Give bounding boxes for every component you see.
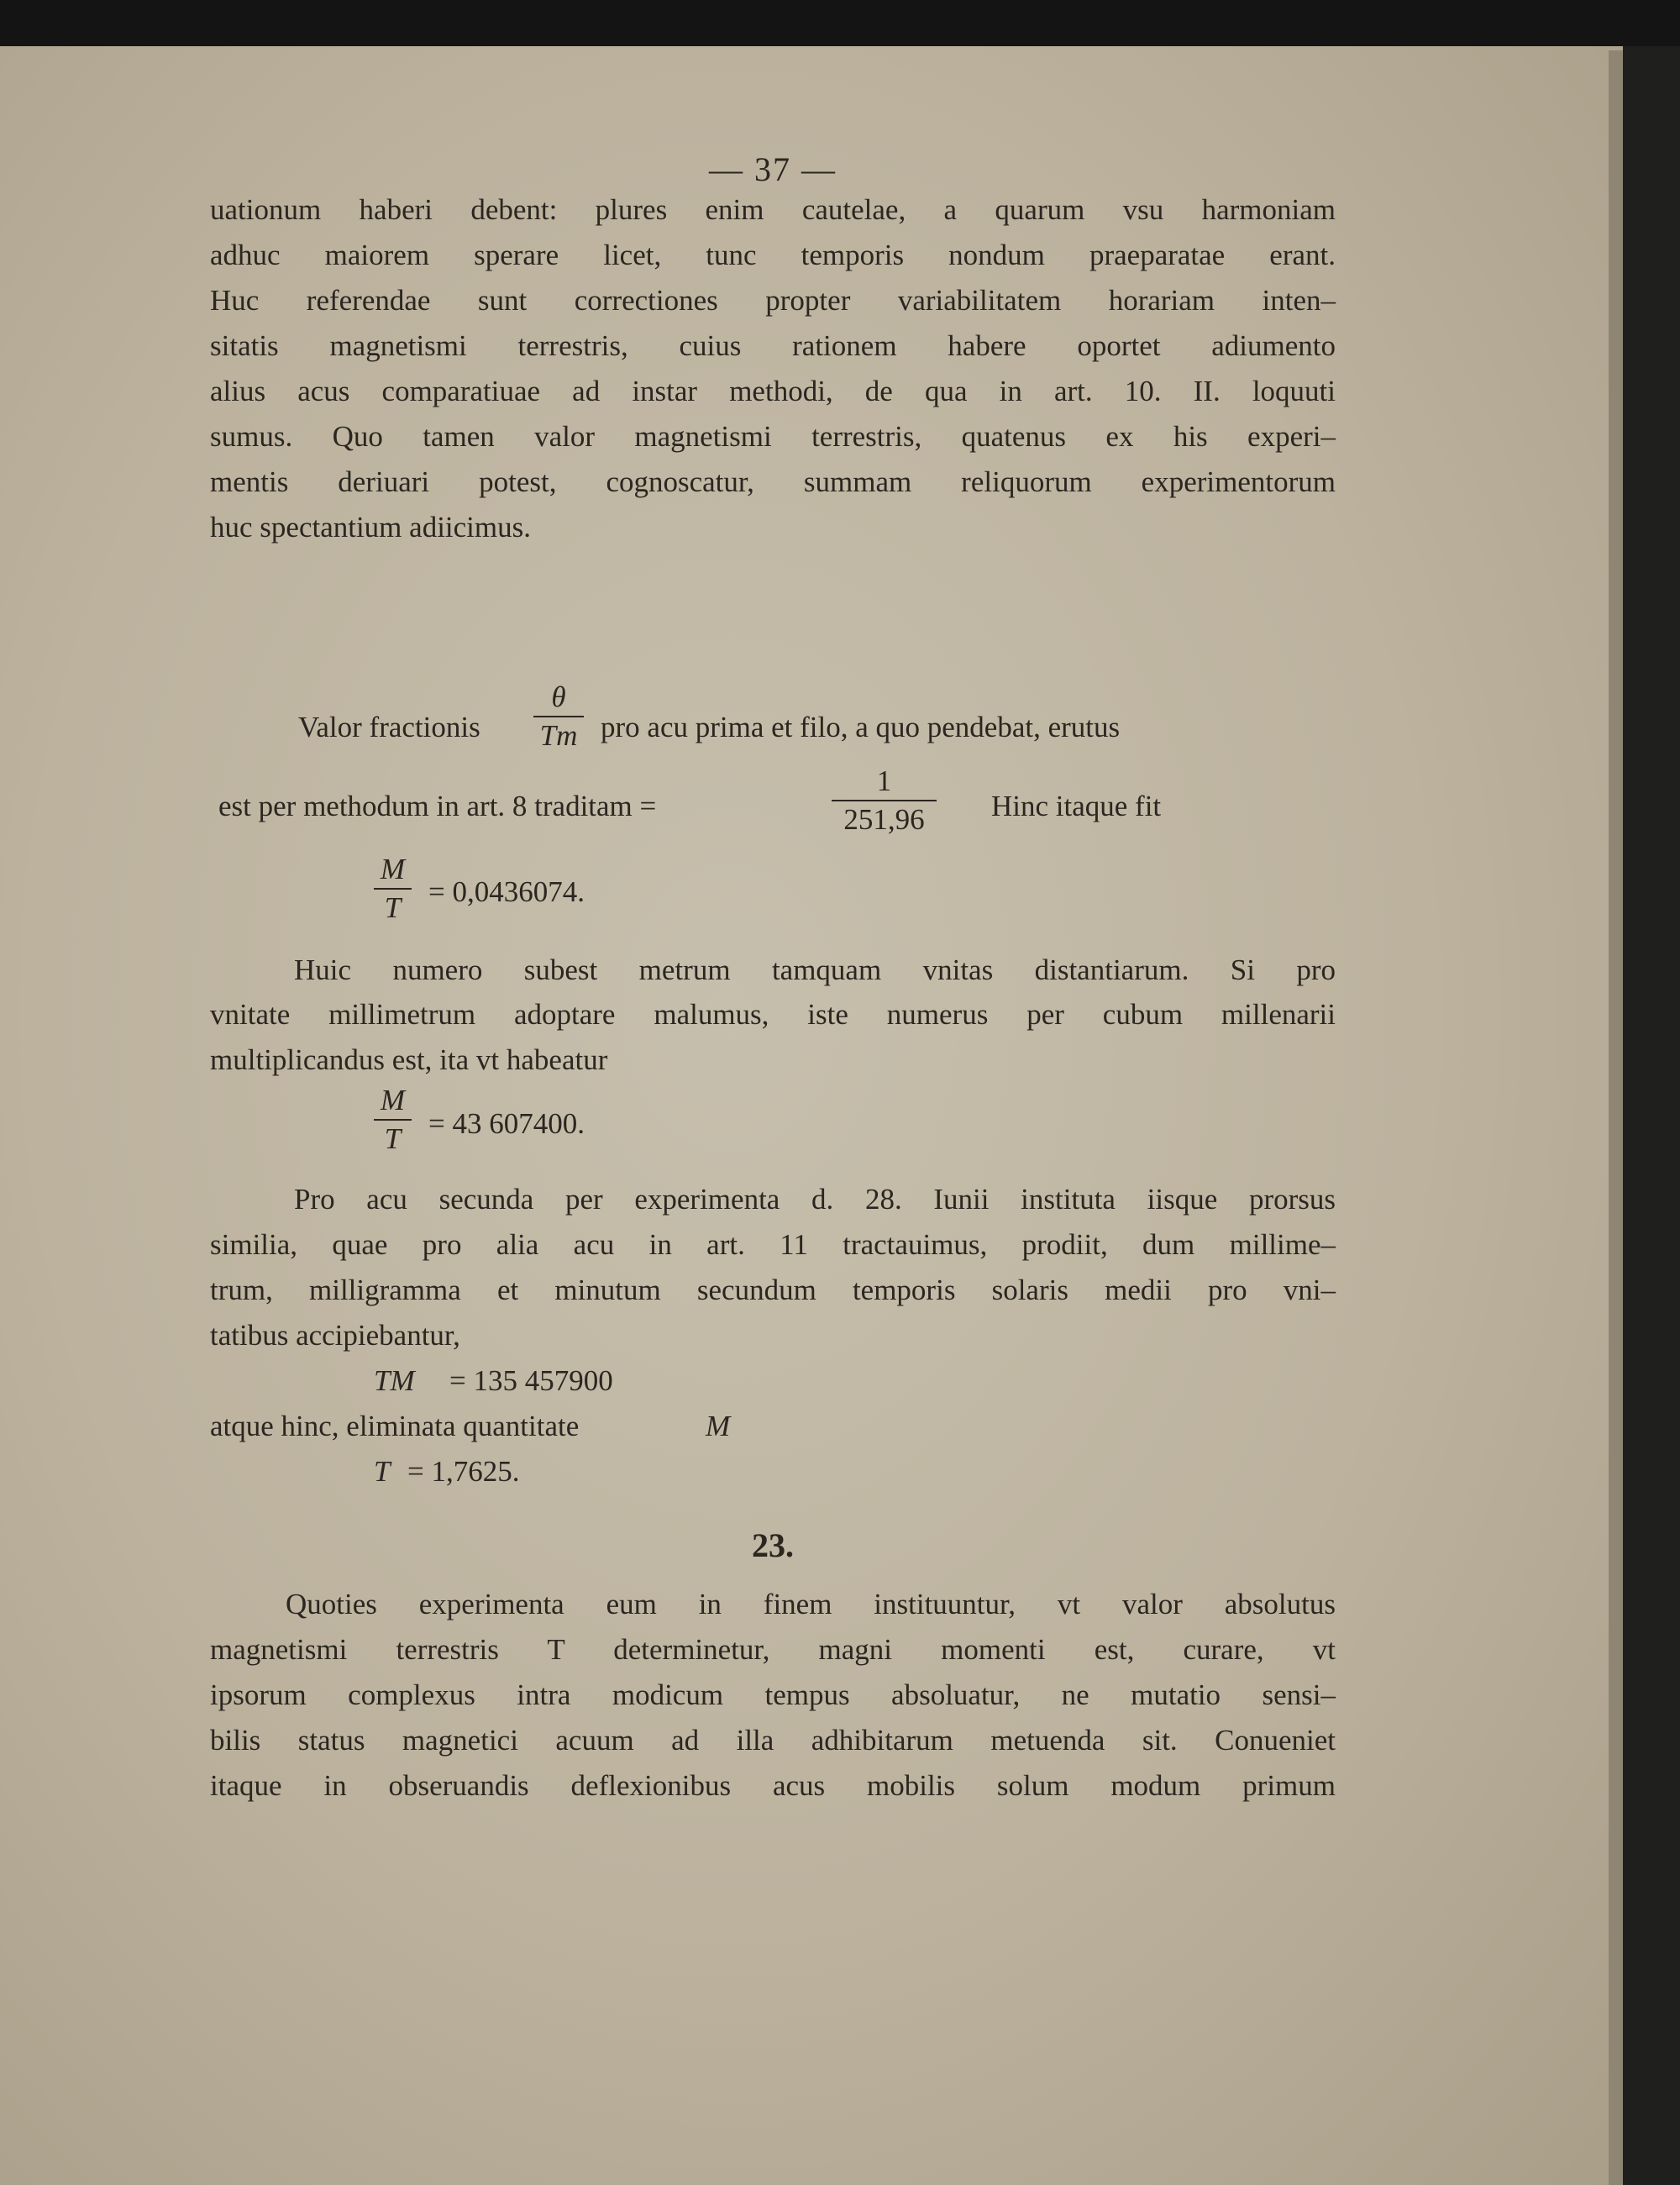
fraction-bar bbox=[374, 1119, 412, 1121]
fraction-numerator: M bbox=[380, 1084, 406, 1116]
book-spine bbox=[1623, 46, 1680, 2185]
equation-lhs: T bbox=[374, 1455, 391, 1488]
text-line: sitatis magnetismi terrestris, cuius rationem habere oportet adiumento bbox=[210, 329, 1336, 362]
text-line: alius acus comparatiuae ad instar methodi, de qua in art. 10. II. loquuti bbox=[210, 375, 1336, 407]
fraction-numerator: M bbox=[380, 853, 406, 885]
fraction-denominator: 251,96 bbox=[843, 803, 925, 836]
text-line: itaque in obseruandis deflexionibus acus mobilis solum modum primum bbox=[210, 1769, 1336, 1802]
fraction-numerator: θ bbox=[551, 680, 566, 713]
text-line: huc spectantium adiicimus. bbox=[210, 511, 531, 544]
fraction-denominator: T bbox=[384, 1122, 402, 1155]
page-edge bbox=[1609, 50, 1623, 2185]
fraction-bar bbox=[533, 716, 584, 717]
text-line: adhuc maiorem sperare licet, tunc temporis nondum praeparatae erant. bbox=[210, 239, 1336, 271]
text-line: bilis status magnetici acuum ad illa adhibitarum metuenda sit. Conueniet bbox=[210, 1724, 1336, 1757]
text-line: vnitate millimetrum adoptare malumus, iste numerus per cubum millenarii bbox=[210, 998, 1336, 1031]
valor-continuation: pro acu prima et filo, a quo pendebat, erutus bbox=[601, 711, 1121, 743]
est-text: est per methodum in art. 8 traditam = bbox=[218, 790, 657, 822]
variable-m: M bbox=[706, 1410, 731, 1442]
text-line: mentis deriuari potest, cognoscatur, summam reliquorum experimentorum bbox=[210, 465, 1336, 498]
text-line: Huc referendae sunt correctiones propter variabilitatem horariam inten– bbox=[210, 284, 1336, 317]
equation-rhs: = 135 457900 bbox=[449, 1364, 613, 1397]
fraction-denominator: Tm bbox=[539, 719, 578, 752]
hinc-text: Hinc itaque fit bbox=[991, 790, 1162, 822]
fraction-theta-tm bbox=[533, 680, 584, 753]
text-line: similia, quae pro alia acu in art. 11 tractauimus, prodiit, dum millime– bbox=[210, 1228, 1336, 1261]
text-line: multiplicandus est, ita vt habeatur bbox=[210, 1043, 608, 1076]
text-line: Pro acu secunda per experimenta d. 28. Iunii instituta iisque prorsus bbox=[294, 1183, 1336, 1216]
section-number: 23. bbox=[752, 1526, 794, 1564]
book-page bbox=[0, 46, 1623, 2185]
text-line: magnetismi terrestris T determinetur, magni momenti est, curare, vt bbox=[210, 1633, 1336, 1666]
fraction-denominator: T bbox=[384, 891, 402, 924]
atque-text: atque hinc, eliminata quantitate bbox=[210, 1410, 580, 1442]
equation-rhs: = 0,0436074. bbox=[428, 875, 585, 908]
fraction-bar bbox=[374, 888, 412, 890]
fraction-1-25196 bbox=[832, 764, 937, 837]
valor-text: Valor fractionis bbox=[298, 711, 480, 743]
fraction-m-t bbox=[374, 1084, 412, 1156]
fraction-bar bbox=[832, 800, 937, 801]
page-header: — 37 — bbox=[709, 150, 837, 188]
fraction-numerator: 1 bbox=[876, 764, 892, 797]
equation-lhs: TM bbox=[374, 1364, 415, 1397]
text-line: trum, milligramma et minutum secundum temporis solaris medii pro vni– bbox=[210, 1274, 1336, 1306]
text-line: sumus. Quo tamen valor magnetismi terrestris, quatenus ex his experi– bbox=[210, 420, 1336, 453]
text-line: Quoties experimenta eum in finem instituuntur, vt valor absolutus bbox=[286, 1588, 1336, 1620]
text-line: uationum haberi debent: plures enim cautelae, a quarum vsu harmoniam bbox=[210, 193, 1336, 226]
text-line: ipsorum complexus intra modicum tempus absoluatur, ne mutatio sensi– bbox=[210, 1678, 1336, 1711]
text-line: Huic numero subest metrum tamquam vnitas distantiarum. Si pro bbox=[294, 953, 1336, 986]
text-line: tatibus accipiebantur, bbox=[210, 1319, 460, 1352]
equation-rhs: = 43 607400. bbox=[428, 1107, 585, 1140]
fraction-m-t bbox=[374, 853, 412, 925]
equation-rhs: = 1,7625. bbox=[407, 1455, 520, 1488]
